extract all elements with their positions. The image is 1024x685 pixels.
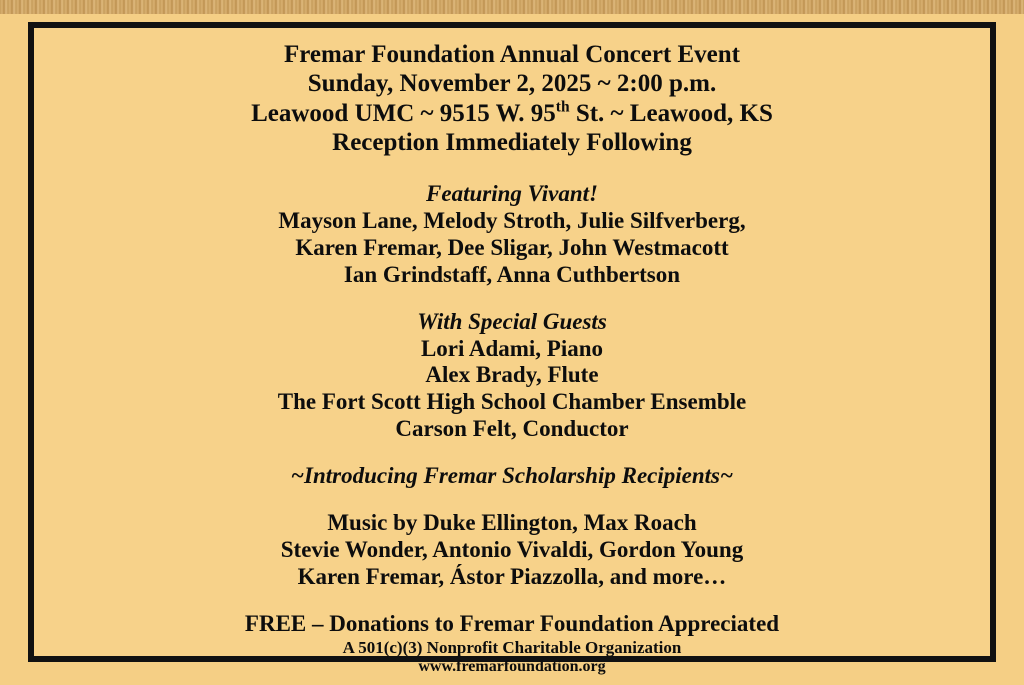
venue-ordinal-suffix: th bbox=[555, 98, 570, 116]
spacer bbox=[74, 289, 950, 309]
event-datetime: Sunday, November 2, 2025 ~ 2:00 p.m. bbox=[307, 70, 717, 98]
spacer bbox=[74, 157, 950, 181]
special-guest-1: Lori Adami, Piano bbox=[420, 335, 604, 361]
featuring-performers-line-1: Mayson Lane, Melody Stroth, Julie Silfverberg, bbox=[278, 207, 746, 233]
special-guests-title: With Special Guests bbox=[417, 308, 607, 334]
special-guest-3: The Fort Scott High School Chamber Ensemble bbox=[277, 389, 747, 415]
music-credits-line-3: Karen Fremar, Ástor Piazzolla, and more… bbox=[297, 563, 727, 589]
featuring-performers-line-3: Ian Grindstaff, Anna Cuthbertson bbox=[343, 261, 681, 287]
scholarship-recipients-note: ~Introducing Fremar Scholarship Recipients~ bbox=[290, 463, 734, 489]
event-title: Fremar Foundation Annual Concert Event bbox=[283, 41, 741, 68]
flyer-content bbox=[34, 28, 990, 675]
special-guest-4: Carson Felt, Conductor bbox=[395, 416, 629, 442]
decorative-top-texture bbox=[0, 0, 1024, 14]
nonprofit-status: A 501(c)(3) Nonprofit Charitable Organization bbox=[342, 637, 682, 657]
spacer bbox=[74, 443, 950, 463]
website-url: www.fremarfoundation.org bbox=[418, 657, 606, 675]
featuring-title: Featuring Vivant! bbox=[426, 181, 598, 206]
special-guest-2: Alex Brady, Flute bbox=[425, 362, 599, 388]
flyer-border-frame bbox=[28, 22, 996, 675]
venue-text-post: St. ~ Leawood, KS bbox=[569, 99, 773, 127]
featuring-performers-line-2: Karen Fremar, Dee Sligar, John Westmacott bbox=[295, 234, 729, 260]
music-credits-line-2: Stevie Wonder, Antonio Vivaldi, Gordon Young bbox=[280, 536, 744, 562]
spacer bbox=[74, 490, 950, 510]
music-credits-line-1: Music by Duke Ellington, Max Roach bbox=[327, 510, 697, 536]
spacer bbox=[74, 591, 950, 611]
venue-text-pre: Leawood UMC ~ 9515 W. 95 bbox=[251, 99, 556, 127]
event-venue bbox=[74, 99, 950, 128]
donation-note: FREE – Donations to Fremar Foundation Appreciated bbox=[244, 610, 780, 636]
reception-note: Reception Immediately Following bbox=[332, 128, 692, 156]
